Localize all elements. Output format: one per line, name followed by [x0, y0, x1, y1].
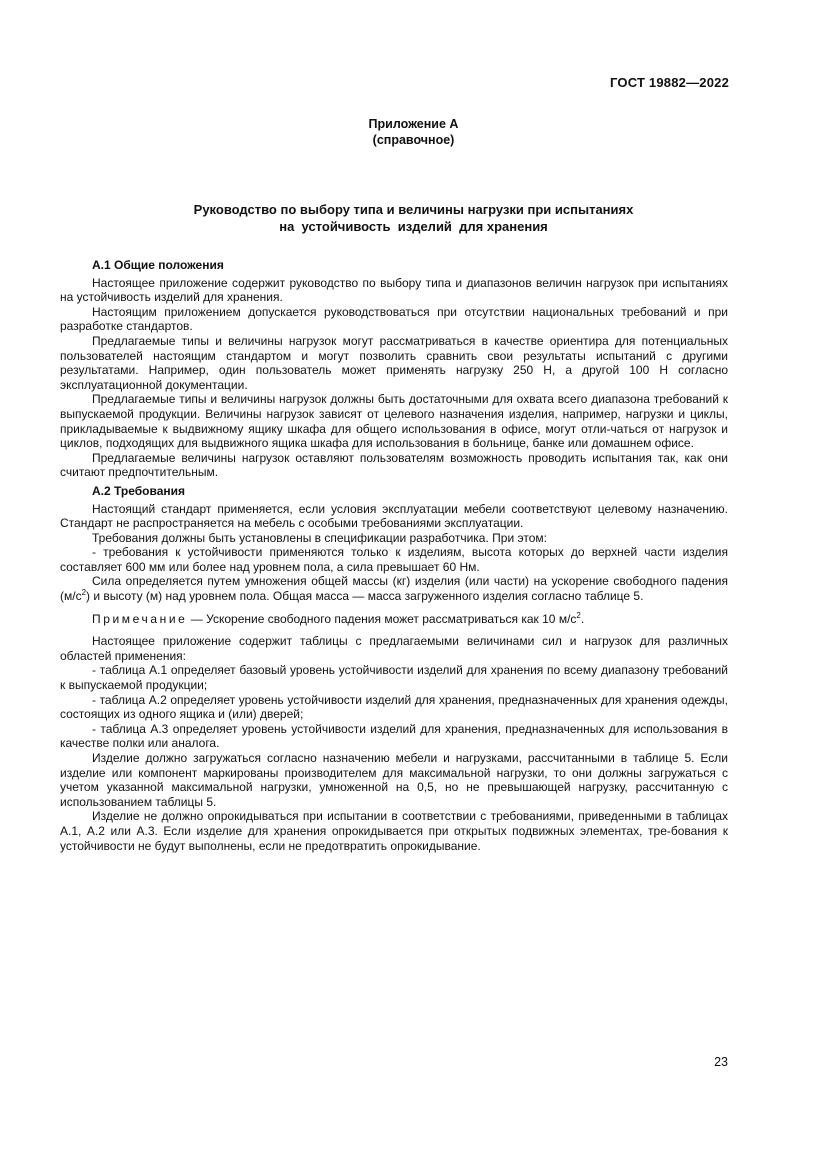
section-heading-a2: А.2 Требования: [92, 483, 185, 498]
page-number: 23: [714, 1055, 728, 1069]
annex-type: (справочное): [372, 133, 455, 147]
note: [60, 612, 728, 627]
superscript: 2: [81, 588, 87, 598]
note-label: Примечание: [92, 611, 188, 626]
annex-title: Приложение А: [368, 117, 459, 131]
document-code: ГОСТ 19882—2022: [610, 75, 729, 90]
paragraph: Предлагаемые величины нагрузок оставляют пользователям возможность проводить испытания так, как они считают предпочтительным.: [60, 450, 728, 480]
paragraph: Изделие не должно опрокидываться при испытании в соответствии с требованиями, приведенными в таблицах А.1, А.2 или А.3. Если изделие для хранения опрокидывается при открытых подвижных элементах, тре-бования к устойчивости не будут выполнены, если не предотвратить опрокидывание.: [60, 809, 728, 853]
paragraph: Настоящее приложение содержит руководство по выбору типа и диапазонов величин нагрузок при испытаниях на устойчивость изделий для хранения.: [60, 275, 728, 305]
title-line-1: Руководство по выбору типа и величины нагрузки при испытаниях: [193, 202, 634, 217]
paragraph: Требования должны быть установлены в спецификации разработчика. При этом:: [92, 530, 547, 545]
paragraph: Предлагаемые типы и величины нагрузок должны быть достаточными для охвата всего диапазона требований к выпускаемой продукции. Величины нагрузок зависят от целевого назначения изделия, например, нагрузки и циклы, прикладываемые к выдвижному ящику шкафа для общего использования в офисе, могут отли-чаться от нагрузок и циклов, подходящих для выдвижного ящика шкафа для использования в больнице, банке или домашнем офисе.: [60, 392, 728, 451]
annex-heading: [0, 116, 827, 148]
list-item: - таблица А.3 определяет уровень устойчивости изделий для хранения, предназначенных для использования в качестве полки или аналога.: [60, 721, 728, 751]
paragraph: Настоящим приложением допускается руководствоваться при отсутствии национальных требований и при разработке стандартов.: [60, 304, 728, 334]
annex-main-title: [0, 202, 827, 235]
section-heading-a1: А.1 Общие положения: [92, 258, 224, 272]
note-end: .: [580, 611, 585, 626]
title-line-2: на устойчивость изделий для хранения: [279, 218, 548, 234]
superscript: 2: [576, 610, 581, 620]
list-item: - требования к устойчивости применяются только к изделиям, высота которых до верхней части изделия составляет 600 мм или более над уровнем пола, а сила превышает 60 Нм.: [60, 545, 728, 574]
mass-paragraph: [60, 574, 728, 603]
note-text: — Ускорение свободного падения может рассматриваться как 10 м/с: [187, 611, 577, 626]
list-item: - таблица А.1 определяет базовый уровень устойчивости изделий для хранения по всему диапазону требований к выпускаемой продукции;: [60, 663, 728, 693]
mass-text-part-1: Сила определяется путем умножения общей массы (кг) изделия (или части) на ускорение свободного падения (м/с: [60, 574, 728, 604]
paragraph: Настоящее приложение содержит таблицы с предлагаемыми величинами сил и нагрузок для различных областей применения:: [60, 634, 728, 663]
paragraph: Предлагаемые типы и величины нагрузок могут рассматриваться в качестве ориентира для потенциальных пользователей настоящим стандартом и могут позволить сравнить свои результаты испытаний с другими результатами. Например, один пользователь может применять нагрузку 250 Н, а другой 100 Н согласно эксплуатационной документации.: [60, 333, 728, 392]
document-body: [60, 258, 728, 853]
list-item: - таблица А.2 определяет уровень устойчивости изделий для хранения, предназначенных для хранения одежды, состоящих из одного ящика и (или) дверей;: [60, 692, 728, 722]
mass-text-part-2: ) и высоту (м) над уровнем пола. Общая масса — масса загруженного изделия согласно таблице 5.: [86, 589, 644, 604]
paragraph: Настоящий стандарт применяется, если условия эксплуатации мебели соответствуют целевому назначению. Стандарт не распространяется на мебель с особыми требованиями эксплуатации.: [60, 501, 728, 531]
paragraph: Изделие должно загружаться согласно назначению мебели и нагрузками, рассчитанными в таблице 5. Если изделие или компонент маркированы производителем для максимальной нагрузки, то они должны загружаться с учетом указанной максимальной нагрузки, умноженной на 0,5, но не превышающей нагрузку, рассчитанную с использованием таблицы 5.: [60, 751, 728, 809]
